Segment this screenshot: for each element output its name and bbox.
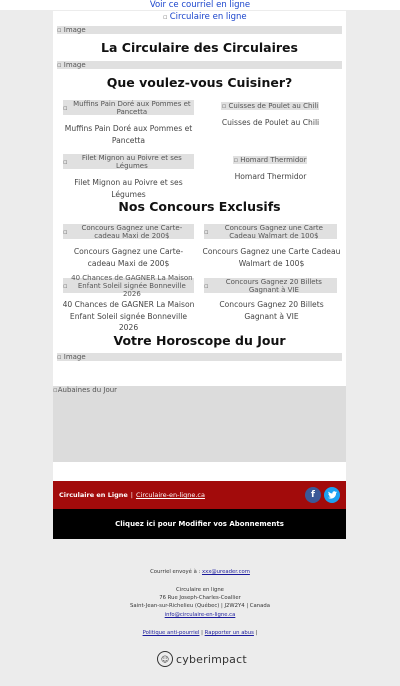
image-alt-text: Cuisses de Poulet au Chili [228, 102, 319, 110]
view-online-link[interactable]: Voir ce courriel en ligne [149, 0, 251, 10]
contact-line [0, 612, 400, 619]
logo-alt-text: Circulaire en ligne [169, 12, 247, 22]
image-alt-text: Concours Gagnez une Carte Cadeau Walmart de 100$ [224, 223, 323, 240]
broken-image-icon: ▫ [233, 156, 239, 164]
recipes-heading: Que voulez-vous Cuisiner? [106, 75, 293, 90]
manage-subscriptions-button[interactable]: Cliquez ici pour Modifier vos Abonnements [53, 509, 346, 539]
broken-image-icon: ▫ [221, 102, 227, 110]
sent-to-label: Courriel envoyé à : [150, 569, 201, 575]
sent-to-email[interactable]: xxx@ureader.com [201, 569, 250, 575]
contest-image[interactable] [204, 278, 337, 293]
footer-brand: Circulaire en Ligne [59, 491, 128, 499]
cyberimpact-text: cyberimpact [176, 652, 247, 666]
broken-image-icon: ▫ [63, 157, 68, 166]
legal-separator: | [255, 630, 258, 636]
contest-caption[interactable]: 40 Chances de GAGNER La Maison Enfant Soleil signée Bonneville 2026 [62, 300, 195, 332]
recipe-image[interactable] [63, 154, 194, 169]
recipe-image[interactable] [63, 100, 194, 115]
image-alt-text: Image [63, 26, 86, 34]
broken-image-icon: ▫ [57, 353, 62, 361]
broken-image-icon: ▫ [53, 386, 58, 394]
recipe-caption[interactable]: Muffins Pain Doré aux Pommes et Pancetta [64, 124, 193, 145]
contest-caption[interactable]: Concours Gagnez une Carte-cadeau Maxi de 200$ [73, 247, 184, 268]
image-alt-text: Muffins Pain Doré aux Pommes et Pancetta [73, 99, 191, 116]
footer-brand-bar [53, 481, 346, 509]
contest-caption[interactable]: Concours Gagnez une Carte Cadeau Walmart de 100$ [202, 247, 341, 268]
footer-separator: | [130, 491, 133, 499]
recipe-caption[interactable]: Filet Mignon au Poivre et ses Légumes [74, 178, 183, 199]
facebook-icon[interactable]: f [305, 487, 321, 503]
org-name: Circulaire en ligne [176, 587, 224, 593]
image-alt-text: 40 Chances de GAGNER La Maison Enfant Soleil signée Bonneville 2026 [71, 273, 193, 298]
image-alt-text: Concours Gagnez une Carte-cadeau Maxi de 200$ [81, 223, 183, 240]
deals-image[interactable] [53, 386, 346, 462]
broken-image-icon: ▫ [63, 281, 68, 290]
horoscope-image[interactable] [57, 353, 342, 361]
cyberimpact-logo-icon: ☺ [157, 651, 173, 667]
image-alt-text: Image [63, 61, 86, 69]
image-alt-text: Aubaines du Jour [57, 386, 118, 394]
broken-image-icon: ▫ [57, 26, 62, 34]
broken-image-icon: ▫ [204, 281, 209, 290]
address-line-1: 76 Rue Joseph-Charles-Coallier [159, 595, 241, 601]
broken-image-icon: ▫ [163, 13, 168, 21]
broken-image-icon: ▫ [63, 103, 68, 112]
footer-site-link[interactable]: Circulaire-en-ligne.ca [135, 491, 205, 499]
cyberimpact-badge[interactable] [157, 650, 247, 668]
recipe-image[interactable] [233, 156, 307, 164]
broken-image-icon: ▫ [204, 227, 209, 236]
contact-email[interactable]: info@circulaire-en-ligne.ca [164, 612, 236, 618]
contest-image[interactable] [63, 224, 194, 239]
recipe-caption[interactable]: Homard Thermidor [234, 172, 307, 181]
top-banner-image [57, 26, 342, 34]
image-alt-text: Concours Gagnez 20 Billets Gagnant à VIE [225, 277, 322, 294]
image-alt-text: Image [63, 353, 86, 361]
image-alt-text: Homard Thermidor [240, 156, 307, 164]
horoscope-heading: Votre Horoscope du Jour [113, 333, 286, 348]
antispam-link[interactable]: Politique anti-pourriel [142, 630, 200, 636]
contest-image[interactable] [63, 273, 194, 298]
contests-heading: Nos Concours Exclusifs [118, 199, 281, 214]
image-alt-text: Filet Mignon au Poivre et ses Légumes [81, 153, 182, 170]
page-title: La Circulaire des Circulaires [101, 40, 298, 55]
second-banner-image [57, 61, 342, 69]
legal-separator: | [201, 630, 203, 636]
contest-image[interactable] [204, 224, 337, 239]
address-line-2: Saint-Jean-sur-Richelieu (Québec) | J2W2Y4 | Canada [130, 603, 270, 609]
legal-links [0, 630, 400, 637]
logo-image[interactable] [163, 11, 247, 23]
twitter-icon[interactable] [324, 487, 340, 503]
recipe-image[interactable] [221, 102, 319, 110]
contest-caption[interactable]: Concours Gagnez 20 Billets Gagnant à VIE [219, 300, 324, 321]
sent-to-line [0, 569, 400, 576]
email-body [53, 11, 346, 485]
report-abuse-link[interactable]: Rapporter un abus [204, 630, 254, 636]
broken-image-icon: ▫ [63, 227, 68, 236]
broken-image-icon: ▫ [57, 61, 62, 69]
recipe-caption[interactable]: Cuisses de Poulet au Chili [221, 118, 320, 127]
